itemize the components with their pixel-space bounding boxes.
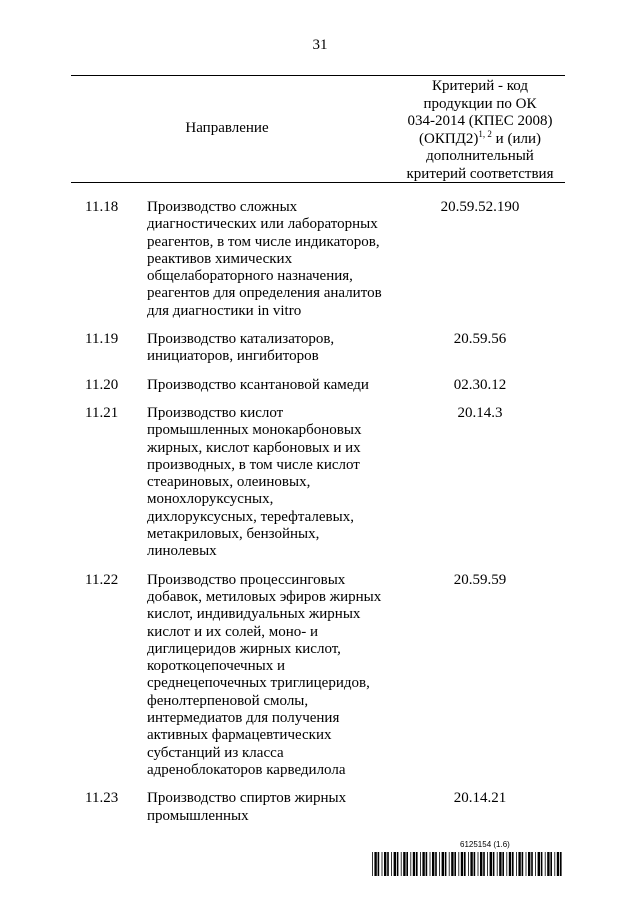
direction-line: диглицеридов жирных кислот, (147, 640, 341, 657)
direction-line: реактивов химических (147, 250, 293, 267)
direction-line: метакриловых, бензойных, (147, 526, 320, 543)
direction-line: реагентов, в том числе индикаторов, (147, 233, 380, 250)
table-row (0, 377, 640, 394)
direction-line: фенолтерпеновой смолы, (147, 692, 309, 709)
row-criteria-code: 20.59.52.190 (440, 199, 520, 215)
row-criteria-code: 20.59.56 (453, 331, 507, 348)
direction-line: монохлоруксусных, (147, 491, 274, 508)
direction-line: добавок, метиловых эфиров жирных (147, 588, 382, 605)
direction-line: кислот, индивидуальных жирных (147, 606, 361, 623)
direction-line: короткоцепочечных и (147, 658, 285, 675)
row-direction (147, 405, 395, 561)
table-body (0, 199, 640, 836)
direction-line: активных фармацевтических (147, 727, 332, 744)
direction-line: производных, в том числе кислот (147, 456, 360, 473)
direction-line: промышленных (147, 807, 249, 824)
direction-line: Производство спиртов жирных (147, 790, 347, 807)
criteria-header-line: 034-2014 (КПЕС 2008) (407, 113, 553, 129)
direction-line: Производство ксантановой камеди (147, 376, 369, 393)
column-header-criteria (400, 78, 560, 183)
criteria-header-line: продукции по ОК (423, 95, 537, 112)
criteria-header-line: критерий соответствия (406, 165, 554, 182)
direction-line: инициаторов, ингибиторов (147, 348, 319, 365)
direction-line: для диагностики in vitro (147, 302, 302, 319)
barcode-label: 6125154 (1.6) (460, 840, 510, 849)
row-criteria-code: 20.14.21 (453, 790, 507, 807)
direction-line: реагентов для определения аналитов (147, 285, 382, 302)
column-header-direction: Направление (185, 120, 269, 136)
direction-line: диагностических или лабораторных (147, 216, 378, 233)
row-code: 11.21 (85, 404, 119, 421)
row-code: 11.22 (85, 571, 119, 588)
table-row (0, 199, 640, 320)
direction-line: жирных, кислот карбоновых и их (147, 439, 361, 456)
direction-line: среднецепочечных триглицеридов, (147, 675, 370, 692)
row-code: 11.18 (85, 199, 119, 215)
row-criteria-code: 20.14.3 (457, 404, 503, 421)
row-code: 11.19 (85, 331, 119, 348)
direction-line: дихлоруксусных, терефталевых, (147, 508, 354, 525)
row-code: 11.20 (85, 376, 119, 393)
row-direction (147, 199, 395, 320)
row-direction (147, 790, 395, 825)
row-criteria-code: 02.30.12 (453, 376, 507, 393)
row-criteria-code: 20.59.59 (453, 571, 507, 588)
table-row (0, 790, 640, 825)
criteria-header-line: дополнительный (426, 148, 534, 164)
direction-line: общелабораторного назначения, (147, 268, 353, 285)
direction-line: линолевых (147, 543, 217, 560)
direction-line: промышленных монокарбоновых (147, 422, 362, 439)
direction-line: стеариновых, олеиновых, (147, 474, 311, 491)
direction-line: Производство процессинговых (147, 571, 346, 588)
and-or-label: и (или) (491, 130, 541, 147)
row-direction (147, 331, 395, 366)
direction-line: кислот и их солей, моно- и (147, 623, 319, 640)
page-number: 31 (312, 37, 328, 53)
row-code: 11.23 (85, 790, 119, 807)
okpd-label: (ОКПД2) (419, 130, 479, 147)
table-header-rule (71, 182, 565, 183)
table-top-rule (71, 75, 565, 76)
table-row (0, 405, 640, 561)
table-row (0, 572, 640, 780)
row-direction (147, 572, 395, 780)
direction-line: Производство сложных (147, 199, 298, 215)
direction-line: Производство кислот (147, 404, 284, 421)
criteria-header-line (400, 128, 560, 149)
table-row (0, 331, 640, 366)
footnote-ref: 1, 2 (478, 128, 492, 139)
direction-line: субстанций из класса (147, 744, 284, 761)
row-direction (147, 377, 395, 394)
barcode-image (372, 852, 564, 876)
direction-line: Производство катализаторов, (147, 331, 335, 348)
direction-line: интермедиатов для получения (147, 710, 340, 727)
direction-line: адреноблокаторов карведилола (147, 761, 346, 778)
criteria-header-line: Критерий - код (431, 78, 529, 94)
